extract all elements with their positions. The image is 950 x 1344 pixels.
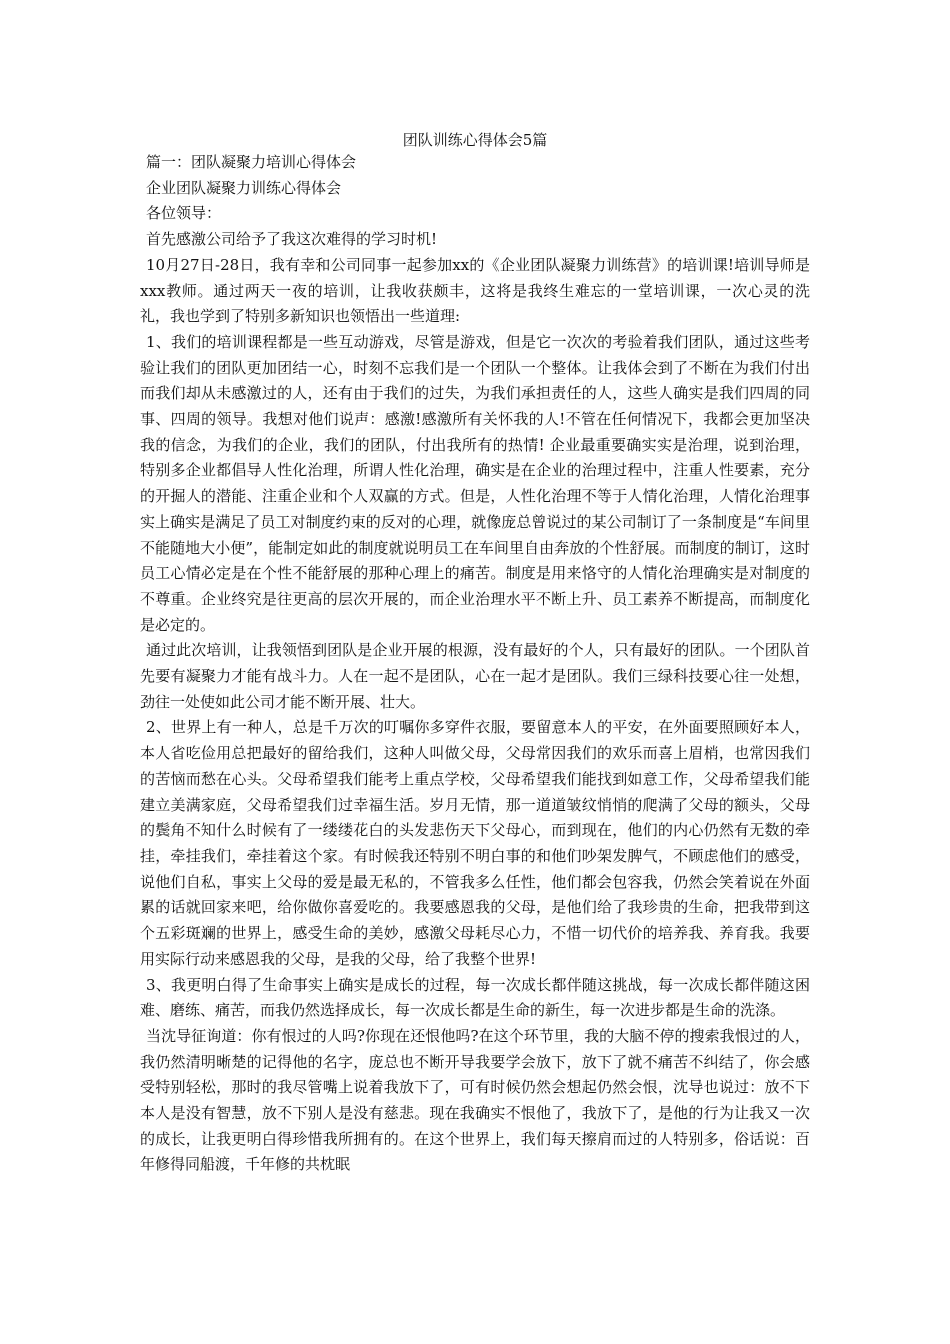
paragraph: 当沈导征询道：你有恨过的人吗?你现在还恨他吗?在这个环节里，我的大脑不停的搜索我恨过的人，我仍然清明晰楚的记得他的名字，庞总也不断开导我要学会放下，放下了就不痛苦不纠结了，你会感受特别轻松，那时的我尽管嘴上说着我放下了，可有时候仍然会想起仍然会恨，沈导也说过：放不下本人是没有智慧，放不下别人是没有慈悲。现在我确实不恨他了，我放下了，是他的行为让我又一次的成长，让我更明白得珍惜我所拥有的。在这个世界上，我们每天擦肩而过的人特别多，俗话说：百年修得同船渡，千年修的共枕眠: [140, 1026, 810, 1174]
paragraph: 企业团队凝聚力训练心得体会: [146, 178, 342, 197]
paragraph: 各位领导：: [146, 204, 222, 223]
paragraph: 首先感激公司给予了我这次难得的学习时机!: [146, 230, 438, 249]
document-body: [140, 150, 810, 1178]
paragraph: 2、世界上有一种人，总是千万次的叮嘱你多穿件衣服，要留意本人的平安，在外面要照顾好本人，本人省吃俭用总把最好的留给我们，这种人叫做父母，父母常因我们的欢乐而喜上眉梢，也常因我们的苦恼而愁在心头。父母希望我们能考上重点学校，父母希望我们能找到如意工作，父母希望我们能建立美满家庭，父母希望我们过幸福生活。岁月无情，那一道道皱纹悄悄的爬满了父母的额头，父母的鬓角不知什么时候有了一缕缕花白的头发悲伤天下父母心，而到现在，他们的内心仍然有无数的牵挂，牵挂我们，牵挂着这个家。有时候我还特别不明白事的和他们吵架发脾气，不顾虑他们的感受，说他们自私，事实上父母的爱是最无私的，不管我多么任性，他们都会包容我，仍然会笑着说在外面累的话就回家来吧，给你做你喜爱吃的。我要感恩我的父母，是他们给了我珍贵的生命，把我带到这个五彩斑斓的世界上，感受生命的美妙，感激父母耗尽心力，不惜一切代价的培养我、养育我。我要用实际行动来感恩我的父母，是我的父母，给了我整个世界!: [140, 718, 810, 968]
paragraph: 10月27日-28日，我有幸和公司同事一起参加xx的《企业团队凝聚力训练营》的培训课!培训导师是xxx教师。通过两天一夜的培训，让我收获颇丰，这将是我终生难忘的一堂培训课，一次心灵的洗礼，我也学到了特别多新知识也领悟出一些道理:: [140, 255, 810, 326]
paragraph: 通过此次培训，让我领悟到团队是企业开展的根源，没有最好的个人，只有最好的团队。一个团队首先要有凝聚力才能有战斗力。人在一起不是团队，心在一起才是团队。我们三绿科技要心往一处想，劲往一处使如此公司才能不断开展、壮大。: [140, 641, 810, 711]
paragraph: 3、我更明白得了生命事实上确实是成长的过程，每一次成长都伴随这挑战，每一次成长都伴随这困难、磨练、痛苦，而我仍然选择成长，每一次成长都是生命的新生，每一次进步都是生命的洗涤。: [140, 975, 810, 1020]
paragraph: 篇一：团队凝聚力培训心得体会: [146, 153, 357, 171]
document-title: 团队训练心得体会5篇: [402, 131, 548, 149]
paragraph: 1、我们的培训课程都是一些互动游戏，尽管是游戏，但是它一次次的考验着我们团队，通过这些考验让我们的团队更加团结一心，时刻不忘我们是一个团队一个整体。让我体会到了不断在为我们付出而我们却从未感激过的人，还有由于我们的过失，为我们承担责任的人，这些人确实是我们四周的同事、四周的领导。我想对他们说声：感激!感激所有关怀我的人!不管在任何情况下，我都会更加坚决我的信念，为我们的企业，我们的团队，付出我所有的热情! 企业最重要确实实是治理，说到治理，特别多企业都倡导人性化治理，所谓人性化治理，确实是在企业的治理过程中，注重人性要素，充分的开掘人的潜能、注重企业和个人双赢的方式。但是，人性化治理不等于人情化治理，人情化治理事实上确实是满足了员工对制度约束的反对的心理，就像庞总曾说过的某公司制订了一条制度是“车间里不能随地大小便”，能制定如此的制度就说明员工在车间里自由奔放的个性舒展。而制度的制订，这时员工心情必定是在个性不能舒展的那种心理上的痛苦。制度是用来恪守的人情化治理确实是对制度的不尊重。企业终究是往更高的层次开展的，而企业治理水平不断上升、员工素养不断提高，而制度化是必定的。: [140, 332, 810, 634]
